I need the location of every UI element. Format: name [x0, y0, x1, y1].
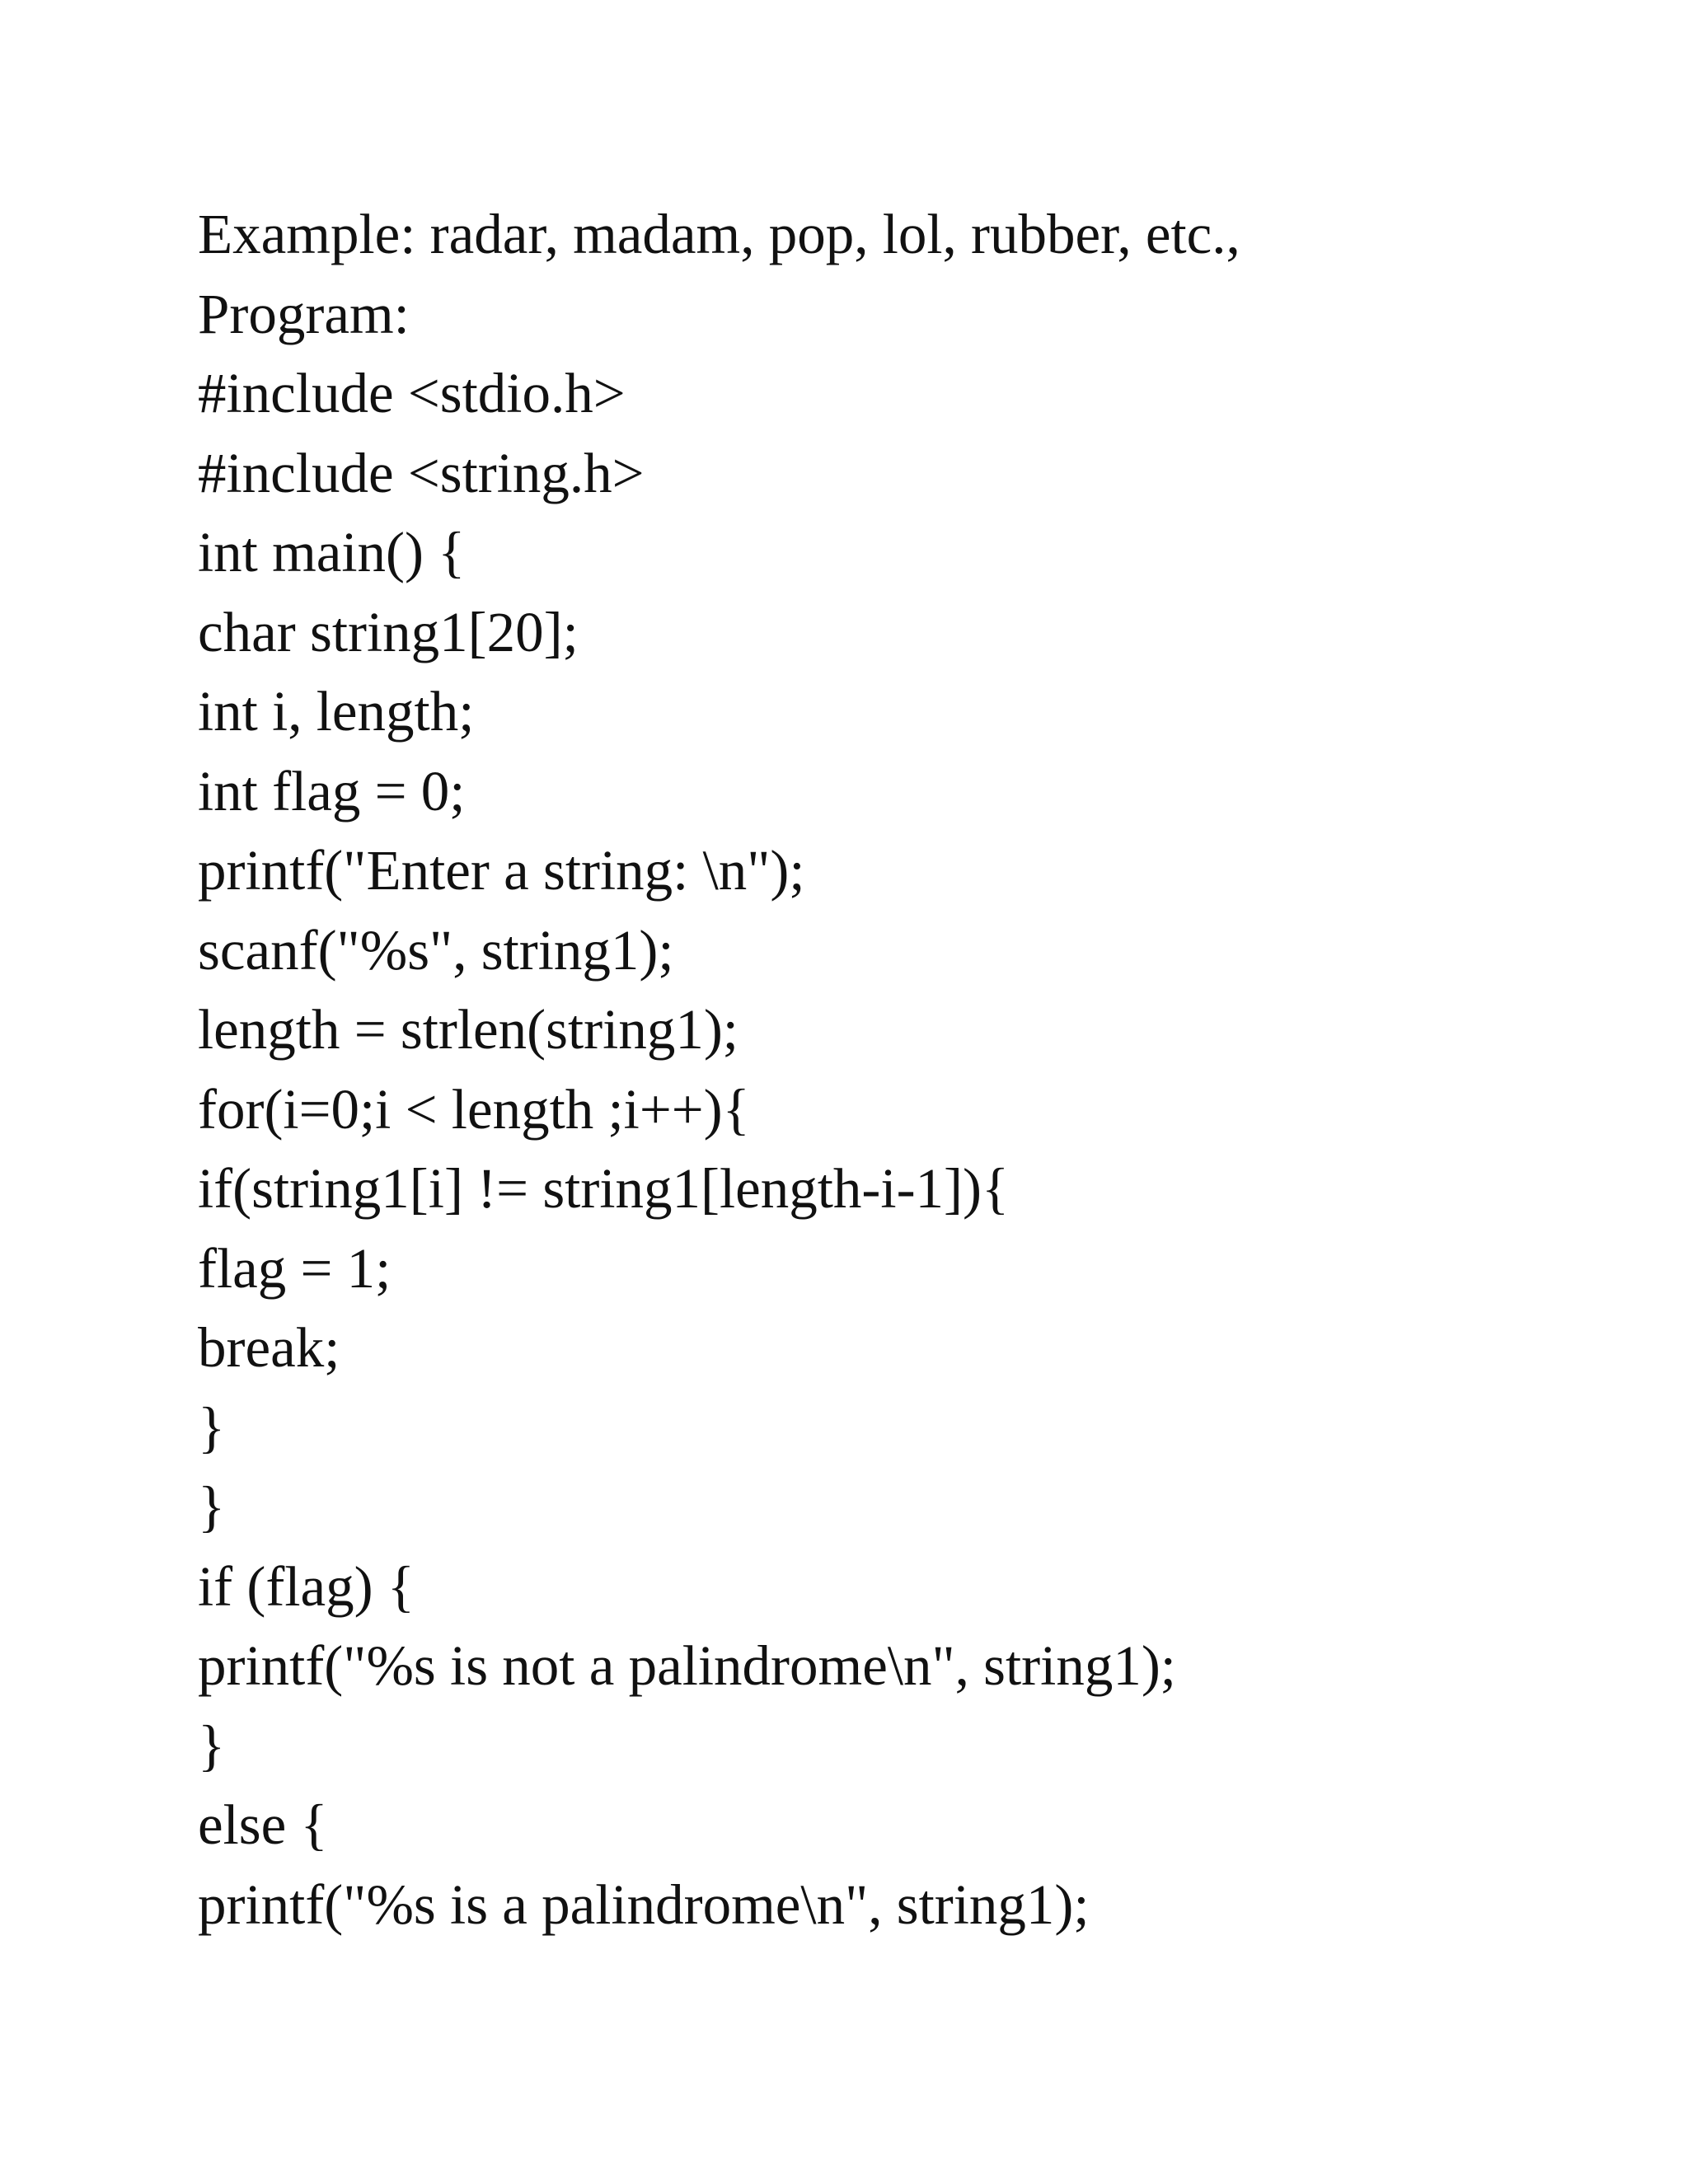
code-line: flag = 1; — [198, 1236, 392, 1300]
code-line: printf("Enter a string: \n"); — [198, 839, 805, 902]
code-line: int flag = 0; — [198, 759, 466, 823]
code-line: } — [198, 1475, 226, 1538]
code-line: #include <stdio.h> — [198, 362, 626, 424]
code-line: if (flag) { — [198, 1554, 415, 1618]
code-line: int i, length; — [198, 680, 475, 743]
code-line: length = strlen(string1); — [198, 998, 738, 1061]
code-line: if(string1[i] != string1[length-i-1]){ — [198, 1157, 1010, 1220]
code-text-block — [198, 194, 1648, 1944]
code-line: } — [198, 1395, 226, 1459]
example-line: Example: radar, madam, pop, lol, rubber, etc., — [198, 203, 1240, 265]
code-line: break; — [198, 1316, 340, 1379]
code-line: int main() { — [198, 521, 466, 583]
program-label: Program: — [198, 282, 410, 345]
code-line: scanf("%s", string1); — [198, 918, 674, 982]
code-line: char string1[20]; — [198, 600, 579, 663]
code-line: for(i=0;i < length ;i++){ — [198, 1077, 750, 1141]
code-line: printf("%s is not a palindrome\n", string1); — [198, 1634, 1176, 1697]
code-line: printf("%s is a palindrome\n", string1); — [198, 1872, 1090, 1936]
code-line: } — [198, 1713, 226, 1777]
code-line: #include <string.h> — [198, 441, 645, 504]
code-line: else { — [198, 1793, 328, 1856]
